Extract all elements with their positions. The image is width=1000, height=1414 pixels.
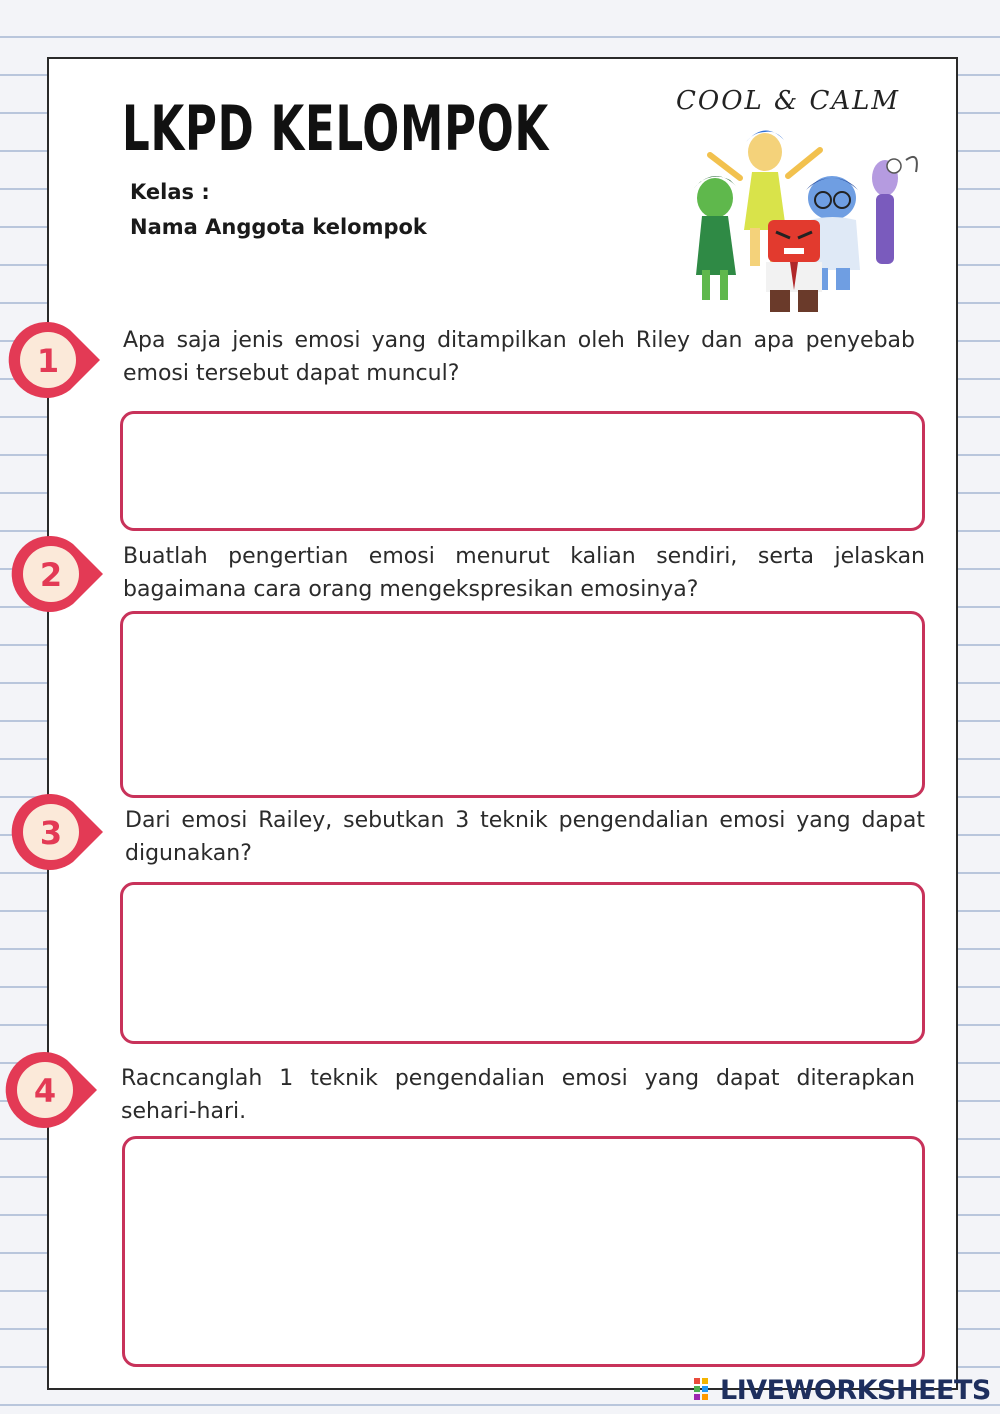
question-1-text: Apa saja jenis emosi yang ditampilkan oleh Riley dan apa penyebab emosi tersebut dapat muncul? bbox=[123, 328, 915, 386]
question-number-badge bbox=[8, 320, 104, 400]
question-number: 2 bbox=[39, 556, 63, 594]
answer-box-1[interactable] bbox=[120, 411, 925, 531]
liveworksheets-logo bbox=[694, 1374, 991, 1406]
kelas-label: Kelas : bbox=[130, 180, 210, 204]
question-3-text: Dari emosi Railey, sebutkan 3 teknik pengendalian emosi yang dapat digunakan? bbox=[125, 808, 925, 866]
question-2-text: Buatlah pengertian emosi menurut kalian sendiri, serta jelaskan bagaimana cara orang mengekspresikan emosinya? bbox=[123, 544, 925, 602]
question-number: 4 bbox=[33, 1072, 57, 1110]
question-4-text: Racncanglah 1 teknik pengendalian emosi yang dapat diterapkan sehari-hari. bbox=[121, 1066, 915, 1124]
disgust-character bbox=[694, 176, 736, 300]
question-number: 3 bbox=[39, 814, 63, 852]
answer-box-3[interactable] bbox=[120, 882, 925, 1044]
nama-anggota-label: Nama Anggota kelompok bbox=[130, 215, 427, 239]
question-number-badge bbox=[11, 534, 107, 614]
fear-character bbox=[872, 157, 917, 264]
liveworksheets-brand-text: LIVEWORKSHEETS bbox=[720, 1374, 991, 1406]
question-number-badge bbox=[11, 792, 107, 872]
anger-character bbox=[766, 220, 822, 312]
cool-calm-tagline: COOL & CALM bbox=[676, 86, 901, 116]
inside-out-characters-illustration bbox=[680, 120, 930, 315]
question-number-badge bbox=[5, 1050, 101, 1130]
liveworksheets-logo-icon bbox=[694, 1378, 716, 1402]
question-number: 1 bbox=[36, 342, 60, 380]
answer-box-2[interactable] bbox=[120, 611, 925, 798]
page-title: LKPD KELOMPOK bbox=[122, 92, 550, 165]
answer-box-4[interactable] bbox=[122, 1136, 925, 1367]
